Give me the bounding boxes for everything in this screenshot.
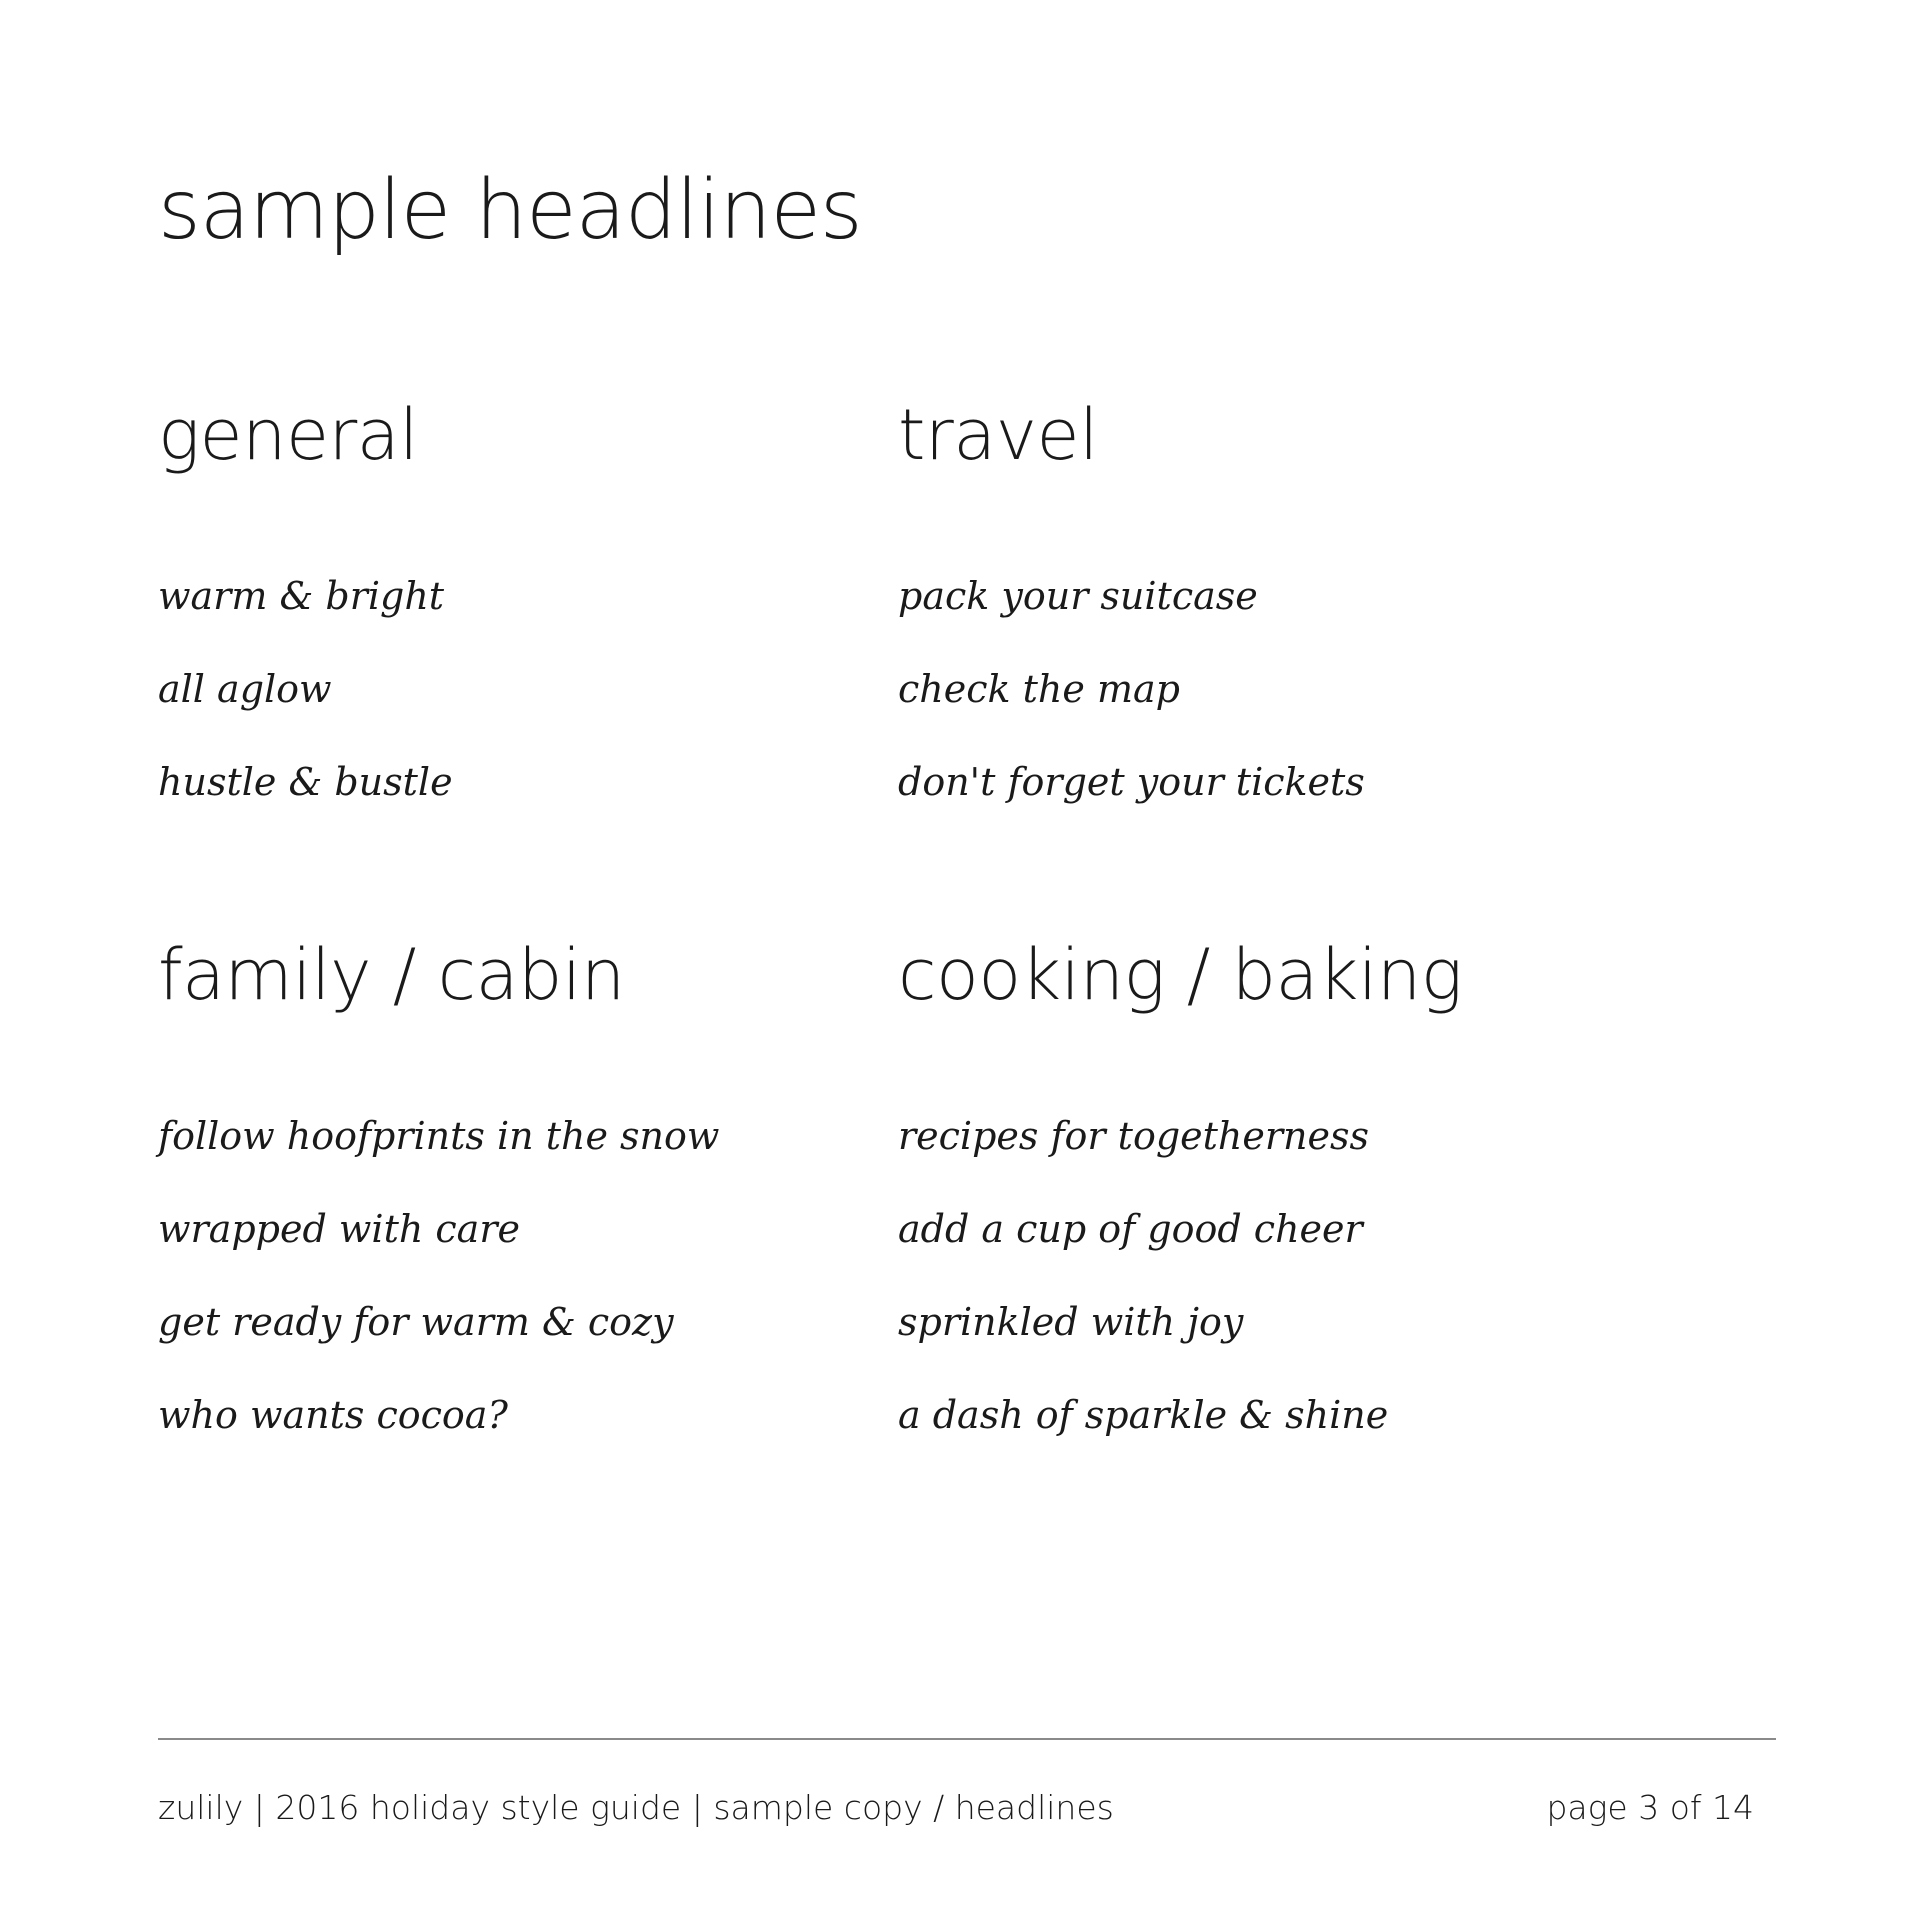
headline-item: sprinkled with joy (898, 1300, 1244, 1344)
headline-list-family-cabin (158, 1090, 719, 1462)
headline-item: recipes for togetherness (898, 1114, 1369, 1158)
headline-item: hustle & bustle (158, 760, 453, 804)
headline-list-cooking-baking (898, 1090, 1388, 1462)
footer-document-info: zulily | 2016 holiday style guide | sample copy / headlines (158, 1788, 1114, 1827)
headline-item: follow hoofprints in the snow (158, 1114, 720, 1158)
footer-page-number: page 3 of 14 (1546, 1788, 1754, 1827)
section-travel (898, 394, 1598, 804)
headline-list-general (158, 550, 453, 829)
headline-item: a dash of sparkle & shine (898, 1393, 1389, 1437)
headline-item: pack your suitcase (898, 574, 1258, 618)
section-heading-cooking-baking: cooking / baking (898, 934, 1463, 1016)
section-heading-general: general (158, 394, 419, 476)
headline-item: who wants cocoa? (158, 1393, 508, 1437)
headline-item: check the map (898, 667, 1180, 711)
page-title: sample headlines (158, 163, 862, 258)
section-family-cabin (158, 934, 858, 1437)
headline-item: wrapped with care (158, 1207, 520, 1251)
headline-item: all aglow (158, 667, 332, 711)
headline-item: don't forget your tickets (898, 760, 1365, 804)
section-cooking-baking (898, 934, 1598, 1437)
section-heading-family-cabin: family / cabin (158, 934, 625, 1016)
footer-divider (158, 1738, 1776, 1740)
headline-item: add a cup of good cheer (898, 1207, 1363, 1251)
headline-item: warm & bright (158, 574, 445, 618)
section-general (158, 394, 858, 804)
section-heading-travel: travel (898, 394, 1099, 476)
headline-list-travel (898, 550, 1365, 829)
headline-item: get ready for warm & cozy (158, 1300, 674, 1344)
